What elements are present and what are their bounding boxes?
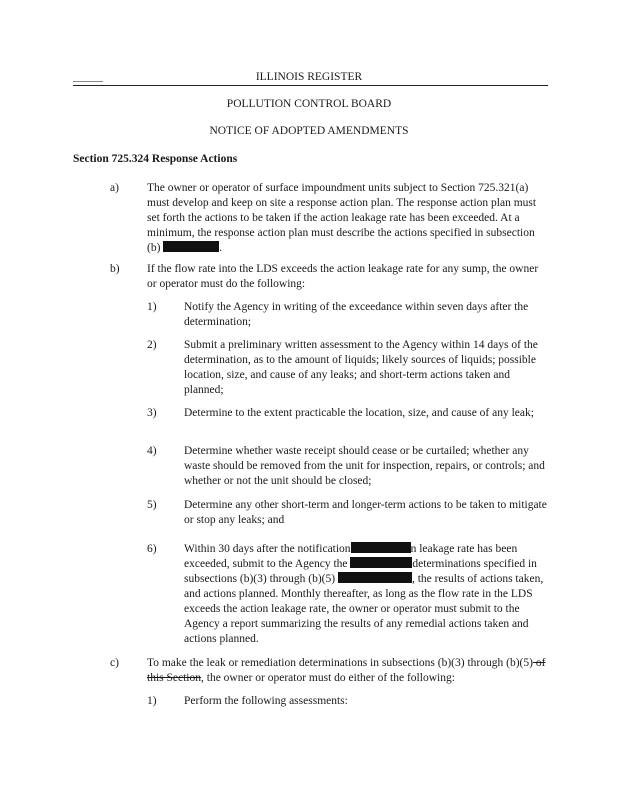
section-title: Section 725.324 Response Actions [73, 153, 238, 165]
redaction-block [350, 557, 412, 568]
subsection-a-text [147, 181, 547, 256]
b6-part2: n leakage rate has been exceeded, submit to the Agency the [184, 543, 518, 570]
b6-label: 6) [147, 543, 157, 555]
b6-part1: Within 30 days after the notification [184, 543, 351, 555]
c-part1: To make the leak or remediation determinations in subsections (b)(3) through (b)(5) [147, 657, 533, 669]
b1-label: 1) [147, 301, 157, 313]
redaction-block [351, 542, 411, 553]
b2-text: Submit a preliminary written assessment to the Agency within 14 days of the determination, as to the amount of liquids; likely sources of liquids; possible location, size, and cause of any leaks; and short-term actions taken and planned; [184, 339, 538, 396]
b6-part4: , the results of actions taken, and actions planned. Monthly thereafter, as long as the flow rate in the LDS exceeds the action leakage rate, the owner or operator must submit to the Agency a report summarizing the results of any remedial actions taken and actions planned. [184, 573, 544, 645]
redaction-block [163, 241, 219, 252]
c-part2: , the owner or operator must do either of the following: [201, 672, 455, 684]
subsection-b-text: If the flow rate into the LDS exceeds the action leakage rate for any sump, the owner or operator must do the following: [147, 263, 539, 290]
b5-label: 5) [147, 499, 157, 511]
c1-label: 1) [147, 695, 157, 707]
b5-text: Determine any other short-term and longer-term actions to be taken to mitigate or stop any leaks; and [184, 499, 547, 526]
subsection-c-text [147, 656, 547, 686]
b3-text: Determine to the extent practicable the location, size, and cause of any leak; [184, 407, 534, 419]
c1-text: Perform the following assessments: [184, 695, 348, 707]
b3-label: 3) [147, 407, 157, 419]
b2-label: 2) [147, 339, 157, 351]
b4-label: 4) [147, 445, 157, 457]
notice-heading: NOTICE OF ADOPTED AMENDMENTS [209, 125, 409, 137]
subsection-c-label: c) [110, 657, 119, 669]
b6-part3: determinations specified in subsections (b)(3) through (b)(5) [184, 558, 537, 585]
subsection-a-body: The owner or operator of surface impoundment units subject to Section 725.321(a) must develop and keep on site a response action plan. The response action plan must set forth the actions to be taken if the action leakage rate has been exceeded. At a minimum, the response action plan must describe the actions specified in subsection (b) [147, 182, 537, 254]
subsection-a-end: . [219, 242, 223, 254]
register-heading: ILLINOIS REGISTER [255, 71, 363, 83]
subsection-a-label: a) [110, 182, 119, 194]
redaction-block [338, 572, 412, 583]
b6-text [184, 542, 548, 647]
b4-text: Determine whether waste receipt should cease or be curtailed; whether any waste should be removed from the unit for inspection, repairs, or controls; and whether or not the unit should be closed; [184, 445, 545, 487]
c-strikethrough: of this Section [147, 657, 546, 684]
header-rule [73, 85, 548, 86]
subsection-b-label: b) [110, 263, 120, 275]
board-heading: POLLUTION CONTROL BOARD [226, 98, 392, 110]
b1-text: Notify the Agency in writing of the exceedance within seven days after the determination; [184, 301, 529, 328]
